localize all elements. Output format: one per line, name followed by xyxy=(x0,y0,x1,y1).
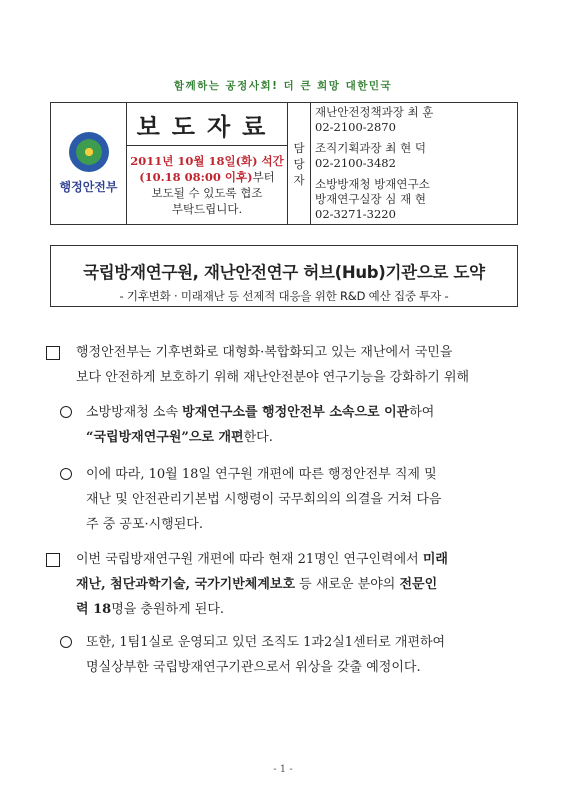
contact-name: 소방방재청 방재연구소 xyxy=(315,177,430,191)
ministry-logo-cell xyxy=(51,103,127,225)
release-time: (10.18 08:00 이후) xyxy=(139,170,253,184)
paragraph-line: 행정안전부는 기후변화로 대형화·복합화되고 있는 재난에서 국민을 xyxy=(76,345,453,360)
embargo-note: 부탁드립니다. xyxy=(171,202,243,216)
text-span-bold: 재난, 첨단과학기술, 국가기반체계보호 xyxy=(76,577,296,592)
paragraph xyxy=(46,340,531,390)
text-span: 이번 국립방재연구원 개편에 따라 현재 21명인 연구인력에서 xyxy=(76,552,423,567)
press-body xyxy=(46,340,531,680)
contact-phone: 02-2100-2870 xyxy=(315,120,396,134)
embargo-info xyxy=(127,146,288,225)
paragraph-line: 보다 안전하게 보호하기 위해 재난안전분야 연구기능을 강화하기 위해 xyxy=(76,370,470,385)
circle-bullet-icon xyxy=(60,406,72,418)
paragraph xyxy=(46,547,531,622)
text-span-bold: 전문인 xyxy=(399,577,438,592)
text-span-bold: “국립방재연구원”으로 개편 xyxy=(86,430,244,445)
release-date: 2011년 10월 18일(화) 석간 xyxy=(130,154,284,168)
text-span-bold: 력 18 xyxy=(76,602,112,617)
contact-name: 방재연구실장 심 재 현 xyxy=(315,192,426,206)
embargo-note: 보도될 수 있도록 협조 xyxy=(151,186,263,200)
headline: 국립방재연구원, 재난안전연구 허브(Hub)기관으로 도약 xyxy=(83,263,485,282)
text-span-bold: 미래 xyxy=(422,552,448,567)
contact-phone: 02-3271-3220 xyxy=(315,207,396,221)
contact-name: 조직기획과장 최 현 덕 xyxy=(315,141,426,155)
ministry-emblem-icon xyxy=(69,132,109,172)
press-release-header xyxy=(50,102,518,225)
press-release-title: 보도자료 xyxy=(127,103,288,146)
page-number: - 1 - xyxy=(273,764,293,775)
contact-list xyxy=(311,103,518,225)
text-span: 하여 xyxy=(409,405,435,420)
text-span: 소방방재청 소속 xyxy=(86,405,183,420)
square-bullet-icon xyxy=(46,553,60,567)
subheadline: - 기후변화 · 미래재난 등 선제적 대응을 위한 R&D 예산 집중 투자 - xyxy=(119,289,449,303)
slogan: 함께하는 공정사회! 더 큰 희망 대한민국 xyxy=(173,80,393,92)
square-bullet-icon xyxy=(46,346,60,360)
paragraph xyxy=(46,400,531,450)
paragraph-line: 명실상부한 국립방재연구기관으로서 위상을 갖출 예정이다. xyxy=(86,660,421,675)
headline-box xyxy=(50,245,518,307)
contact-label: 담당자 xyxy=(288,103,311,225)
paragraph-line: 이에 따라, 10월 18일 연구원 개편에 따른 행정안전부 직제 및 xyxy=(86,467,437,482)
paragraph-line: 주 중 공포·시행된다. xyxy=(86,517,203,532)
release-time-suffix: 부터 xyxy=(252,170,275,184)
paragraph xyxy=(46,462,531,537)
text-span-bold: 방재연구소를 행정안전부 소속으로 이관 xyxy=(182,405,410,420)
text-span: 한다. xyxy=(243,430,273,445)
contact-phone: 02-2100-3482 xyxy=(315,156,396,170)
text-span: 명을 충원하게 된다. xyxy=(111,602,225,617)
contact-name: 재난안전정책과장 최 훈 xyxy=(315,105,434,119)
paragraph-line: 또한, 1팀1실로 운영되고 있던 조직도 1과2실1센터로 개편하여 xyxy=(86,635,446,650)
paragraph xyxy=(46,630,531,680)
circle-bullet-icon xyxy=(60,636,72,648)
paragraph-line: 재난 및 안전관리기본법 시행령이 국무회의의 의결을 거쳐 다음 xyxy=(86,492,442,507)
circle-bullet-icon xyxy=(60,468,72,480)
ministry-name: 행정안전부 xyxy=(59,180,118,194)
text-span: 등 새로운 분야의 xyxy=(295,577,400,592)
